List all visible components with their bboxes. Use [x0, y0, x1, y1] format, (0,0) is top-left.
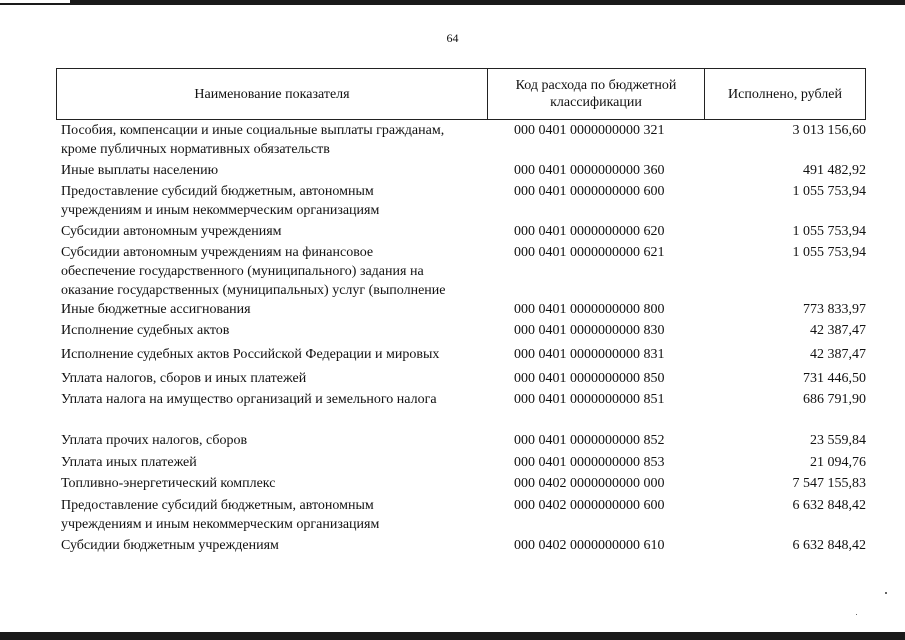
- row-code: 000 0402 0000000000 610: [514, 538, 665, 553]
- row-name-line: Уплата налогов, сборов и иных платежей: [61, 371, 307, 386]
- row-name-line: Субсидии автономным учреждениям на финансовое: [61, 245, 374, 260]
- row-amount: 7 547 155,83: [792, 476, 866, 491]
- row-amount: 491 482,92: [803, 163, 866, 178]
- row-name-line: учреждениям и иным некоммерческим организациям: [61, 203, 380, 218]
- row-code: 000 0402 0000000000 000: [514, 476, 665, 491]
- row-name: [61, 496, 491, 534]
- page-number: 64: [446, 31, 459, 45]
- row-name-line: Исполнение судебных актов: [61, 323, 230, 338]
- row-name: [61, 369, 491, 388]
- row-name-line: Иные выплаты населению: [61, 163, 219, 178]
- row-code: 000 0401 0000000000 853: [514, 455, 665, 470]
- row-code: 000 0401 0000000000 831: [514, 347, 665, 362]
- row-amount: 23 559,84: [810, 433, 866, 448]
- row-name: [61, 161, 491, 180]
- row-amount: 686 791,90: [803, 392, 866, 407]
- row-code: 000 0401 0000000000 600: [514, 184, 665, 199]
- scan-speck: [885, 592, 887, 594]
- row-name: [61, 453, 491, 472]
- row-code: 000 0401 0000000000 620: [514, 224, 665, 239]
- row-amount: 6 632 848,42: [792, 538, 866, 553]
- row-name: [61, 182, 491, 220]
- table-header: [56, 68, 866, 120]
- row-name-line: Уплата прочих налогов, сборов: [61, 433, 248, 448]
- row-name: [61, 222, 491, 241]
- row-name-line: оказание государственных (муниципальных) услуг (выполнение: [61, 283, 446, 298]
- row-name-line: Предоставление субсидий бюджетным, автономным: [61, 498, 374, 513]
- row-name: [61, 474, 491, 493]
- row-code: 000 0401 0000000000 621: [514, 245, 665, 260]
- row-amount: 42 387,47: [810, 323, 866, 338]
- row-name-line: Исполнение судебных актов Российской Федерации и мировых: [61, 347, 440, 362]
- header-code: Код расхода по бюджетной классификации: [488, 69, 705, 119]
- row-name-line: кроме публичных нормативных обязательств: [61, 142, 330, 157]
- row-name-line: Субсидии бюджетным учреждениям: [61, 538, 279, 553]
- row-name-line: Пособия, компенсации и иные социальные выплаты гражданам,: [61, 123, 445, 138]
- bottom-border-bar: [0, 632, 905, 640]
- row-amount: 21 094,76: [810, 455, 866, 470]
- row-amount: 773 833,97: [803, 302, 866, 317]
- row-code: 000 0402 0000000000 600: [514, 498, 665, 513]
- row-name-line: Иные бюджетные ассигнования: [61, 302, 251, 317]
- row-name-line: Уплата налога на имущество организаций и земельного налога: [61, 392, 437, 407]
- row-name: [61, 345, 491, 364]
- header-amount: Исполнено, рублей: [728, 86, 842, 102]
- row-name: [61, 536, 491, 555]
- row-name: [61, 390, 491, 409]
- row-amount: 1 055 753,94: [792, 245, 866, 260]
- row-amount: 42 387,47: [810, 347, 866, 362]
- row-code: 000 0401 0000000000 851: [514, 392, 665, 407]
- row-amount: 731 446,50: [803, 371, 866, 386]
- row-amount: 1 055 753,94: [792, 184, 866, 199]
- row-name-line: Предоставление субсидий бюджетным, автономным: [61, 184, 374, 199]
- row-code: 000 0401 0000000000 850: [514, 371, 665, 386]
- row-name-line: учреждениям и иным некоммерческим организациям: [61, 517, 380, 532]
- row-code: 000 0401 0000000000 830: [514, 323, 665, 338]
- row-name: [61, 243, 491, 300]
- row-amount: 6 632 848,42: [792, 498, 866, 513]
- row-code: 000 0401 0000000000 321: [514, 123, 665, 138]
- row-name: [61, 431, 491, 450]
- row-name-line: обеспечение государственного (муниципального) задания на: [61, 264, 424, 279]
- row-code: 000 0401 0000000000 360: [514, 163, 665, 178]
- row-name-line: Субсидии автономным учреждениям: [61, 224, 282, 239]
- row-code: 000 0401 0000000000 800: [514, 302, 665, 317]
- row-name-line: Уплата иных платежей: [61, 455, 197, 470]
- row-name: [61, 300, 491, 319]
- row-amount: 1 055 753,94: [792, 224, 866, 239]
- row-name-line: Топливно-энергетический комплекс: [61, 476, 276, 491]
- top-border-bar: [0, 0, 905, 5]
- scan-speck: [856, 614, 857, 615]
- row-name: [61, 321, 491, 340]
- top-border-notch: [0, 0, 70, 3]
- row-amount: 3 013 156,60: [792, 123, 866, 138]
- row-code: 000 0401 0000000000 852: [514, 433, 665, 448]
- row-name: [61, 121, 491, 159]
- header-name: Наименование показателя: [57, 69, 488, 119]
